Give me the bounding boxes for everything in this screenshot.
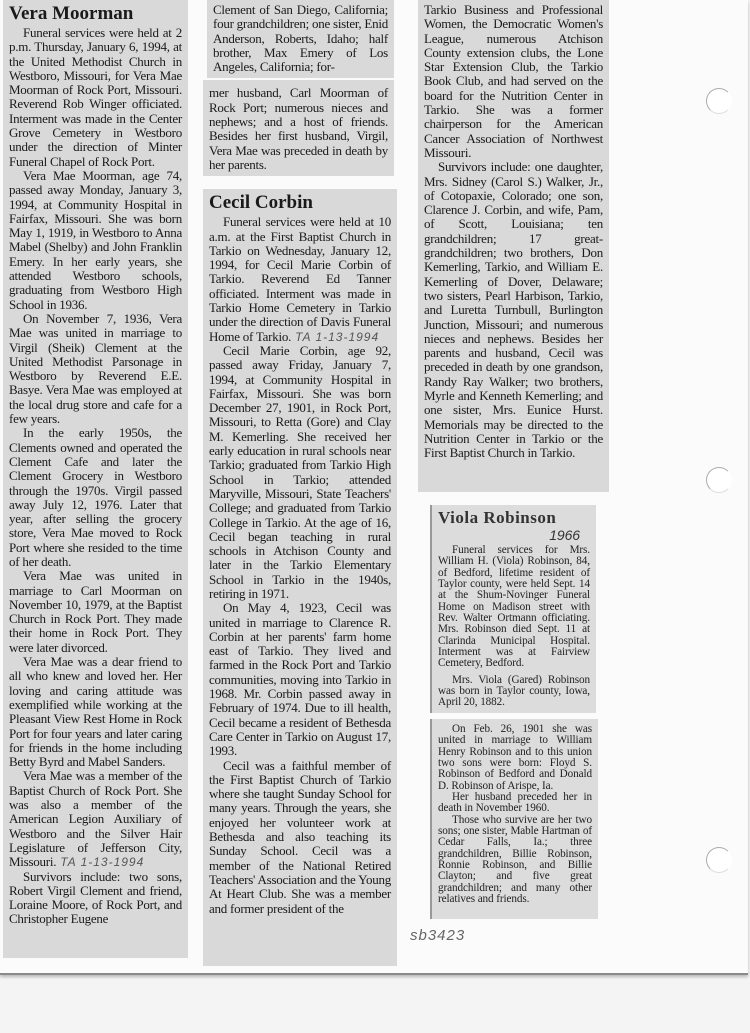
clipping-cecil-corbin (203, 189, 397, 966)
paragraph (9, 769, 182, 869)
paragraph (209, 215, 391, 344)
paragraph: Funeral services were held at 2 p.m. Thursday, January 6, 1994, at the United Methodist Church in Westboro, Missouri, for Vera Mae Moorman of Rock Port, Missouri. Reverend Rob Winger officiated. Interment was made in the Center Grove Cemetery in Westboro under the direction of Minter Funeral Chapel of Rock Port. (9, 25, 182, 169)
handwritten-date-note: TA 1-13-1994 (295, 329, 380, 344)
paragraph: Clement of San Diego, California; four grandchildren; one sister, Enid Anderson, Roberts, Idaho; half brother, Max Emery of Los Angeles, California; for- (213, 2, 388, 75)
paragraph: Cecil was a faithful member of the First Baptist Church of Tarkio where she taught Sunday School for many years. Through the years, she enjoyed her volunteer work at Bethesda and also teaching its Sunday School. Cecil was a member of the National Retired Teachers' Association and the Young At Heart Club. She was a member and former president of the (209, 757, 391, 916)
paragraph: Funeral services for Mrs. William H. (Viola) Robinson, 84, of Bedford, lifetime resident of Taylor county, were held Sept. 14 at the Shum-Novinger Funeral Home on Madison street with Rev. Walter Ortmann officiating. Mrs. Robinson died Sept. 11 at Clarinda Municipal Hospital. Interment was at Fairview Cemetery, Bedford. (438, 544, 590, 670)
paragraph: Her husband preceded her in death in November 1960. (438, 790, 592, 815)
paragraph: On November 7, 1936, Vera Mae was united in marriage to Virgil (Sheik) Clement at the United Methodist Parsonage in Westboro by Reverend E.E. Basye. Vera Mae was employed at the local drug store and cafe for a few years. (9, 310, 182, 427)
obituary-title: Vera Moorman (9, 3, 134, 24)
obituary-title: Viola Robinson (438, 508, 557, 527)
paragraph: On Feb. 26, 1901 she was united in marriage to William Henry Robinson and to this union two sons were born: Floyd S. Robinson of Bedford and Donald D. Robinson of Arispe, Ia. (438, 722, 592, 792)
paragraph: Tarkio Business and Professional Women, the Democratic Women's League, numerous Atchison County extension clubs, the Lone Star Extension Club, the Tarkio Book Club, and had served on the board for the Nutrition Center in Tarkio. She was a former chairperson for the American Cancer Association of Northwest Missouri. (424, 2, 603, 160)
paragraph: Vera Mae was united in marriage to Carl Moorman on November 10, 1979, at the Baptist Church in Rock Port. They made their home in Rock Port. They were later divorced. (9, 568, 182, 655)
paragraph: Mrs. Viola (Gared) Robinson was born in Taylor county, Iowa, April 20, 1882. (438, 673, 590, 709)
paragraph: Survivors include: one daughter, Mrs. Sidney (Carol S.) Walker, Jr., of Cotopaxie, Colorado; one son, Clarence J. Corbin, and wife, Pam, of Scott, Louisiana; ten grandchildren; 17 great-grandchildren; two brothers, Don Kemerling, Tarkio, and William E. Kemerling of Dover, Delaware; two sisters, Pearl Harbison, Tarkio, and Luretta Turnbull, Burlington Junction, Missouri; and numerous nieces and nephews. Besides her parents and husband, Cecil was preceded in death by one grandson, Randy Ray Walker; two brothers, Myrle and Kenneth Kemerling; and one sister, Mrs. Eunice Hurst. Memorials may be directed to the Nutrition Center in Tarkio or the First Baptist Church in Tarkio. (424, 159, 603, 461)
binder-hole (706, 847, 732, 873)
paragraph-text: Vera Mae was a member of the Baptist Church of Rock Port. She was also a member of the American Legion Auxiliary of Westboro and the Silver Hair Legislature of Jefferson City, Missouri. (9, 768, 182, 870)
paragraph-text: Funeral services were held at 10 a.m. at the First Baptist Church in Tarkio on Wednesday, January 12, 1994, for Cecil Marie Corbin of Tarkio. Reverend Ed Tanner officiated. Interment was made in Tarkio Home Cemetery in Tarkio under the direction of Davis Funeral Home of Tarkio. (209, 214, 391, 344)
column-2 (203, 0, 397, 966)
clipping-vera-continuation-2 (203, 80, 394, 176)
column-3 (410, 0, 609, 945)
paragraph: Survivors include: two sons, Robert Virgil Clement and friend, Loraine Moore, of Rock Port, and Christopher Eugene (9, 868, 182, 927)
clipping-viola-robinson (430, 505, 596, 713)
paragraph: In the early 1950s, the Clements owned and operated the Clement Cafe and later the Clement Grocery in Westboro through the 1970s. Virgil passed away July 12, 1976. Later that year, after selling the grocery store, Vera Mae moved to Rock Port where she resided to the time of her death. (9, 425, 182, 569)
paragraph: mer husband, Carl Moorman of Rock Port; numerous nieces and nephews; and a host of friends. Besides her first husband, Virgil, Vera Mae was preceded in death by her parents. (209, 85, 388, 172)
handwritten-date-note: TA 1-13-1994 (60, 855, 145, 870)
paragraph: Cecil Marie Corbin, age 92, passed away Friday, January 7, 1994, at Community Hospital in Fairfax, Missouri. She was born December 27, 1901, in Rock Port, Missouri, to Retta (Gore) and Clay M. Kemerling. She received her early education in rural schools near Tarkio; graduated from Tarkio High School in Tarkio; attended Maryville, Missouri, State Teachers' College; and graduated from Tarkio College in Tarkio. At the age of 16, Cecil began teaching in rural schools in Atchison County and later in the Tarkio Elementary School in Tarkio in the 1940s, retiring in 1971. (209, 342, 391, 601)
binder-hole (706, 467, 732, 493)
paragraph: Vera Mae was a dear friend to all who knew and loved her. Her loving and caring attitude was exemplified while working at the Pleasant View Rest Home in Rock Port for four years and later caring for friends in the home including Betty Byrd and Mabel Sanders. (9, 654, 182, 770)
paragraph: On May 4, 1923, Cecil was united in marriage to Clarence R. Corbin at her parents' farm home east of Tarkio. They lived and farmed in the Rock Port and Tarkio communities, moving into Tarkio in 1968. Mr. Corbin passed away in February of 1974. Due to ill health, Cecil became a resident of Bethesda Care Center in Tarkio on August 17, 1993. (209, 600, 391, 759)
clipping-viola-continuation (430, 719, 598, 919)
handwritten-document-id: sb3423 (410, 926, 466, 944)
clipping-cecil-continuation (418, 0, 609, 492)
obituary-title: Cecil Corbin (209, 192, 313, 214)
clipping-vera-continuation-1 (207, 0, 394, 78)
handwritten-year-note: 1966 (549, 527, 580, 543)
binder-hole (706, 88, 732, 114)
paragraph: Vera Mae Moorman, age 74, passed away Monday, January 3, 1994, at Community Hospital in Fairfax, Missouri. She was born May 1, 1919, in Westboro to Anna Mabel (Shelby) and John Franklin Emery. In her early years, she attended Westboro schools, graduating from Westboro High School in 1936. (9, 167, 182, 312)
clipping-vera-moorman (3, 0, 188, 958)
paragraph: Those who survive are her two sons; one sister, Mable Hartman of Cedar Falls, Ia.; three grandchildren, Billie Robinson, Ronnie Robinson, and Billie Clayton; and five great grandchildren; and many other relatives and friends. (438, 813, 592, 905)
